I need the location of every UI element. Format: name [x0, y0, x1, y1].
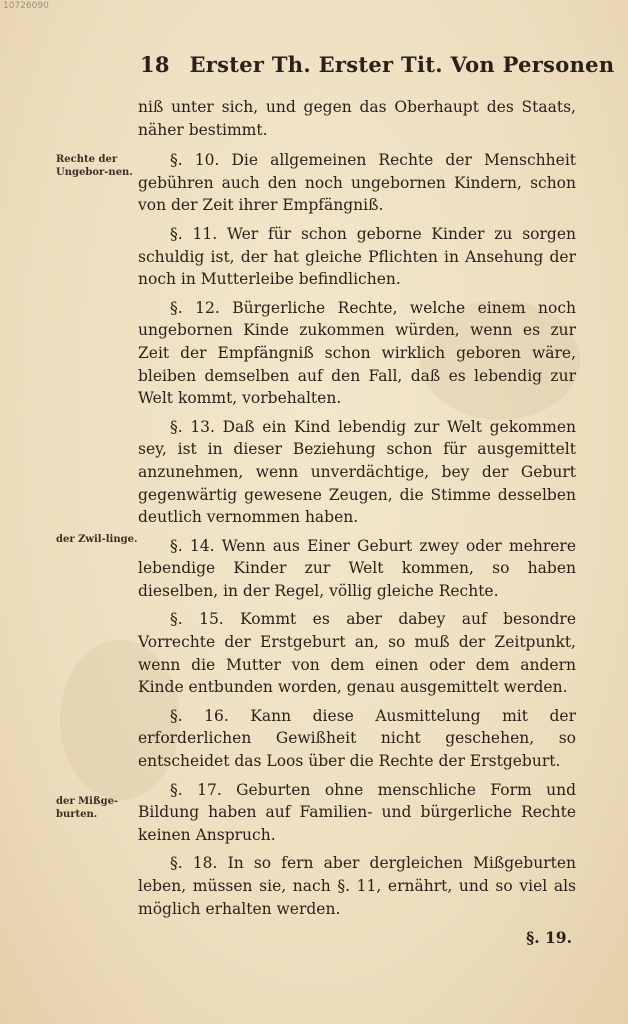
paragraph-continuation: niß unter sich, und gegen das Oberhaupt des Staats, näher bestimmt. — [138, 98, 576, 139]
paragraph-s17: §. 17. Geburten ohne menschliche Form und Bildung haben auf Familien- und bürgerliche Rechte keinen Anspruch. — [138, 780, 576, 844]
paragraph-s10: §. 10. Die allgemeinen Rechte der Menschheit gebühren auch den noch ungebornen Kindern, schon von der Zeit ihrer Empfängniß. — [138, 151, 576, 215]
page-number: 18 — [140, 52, 170, 77]
paragraph-s13: §. 13. Daß ein Kind lebendig zur Welt gekommen sey, ist in dieser Beziehung schon für ausgemittelt anzunehmen, wenn unverdächtige, bey der Geburt gegenwärtig gewesene Zeugen, die Stimme desselben deutlich vernommen haben. — [138, 417, 576, 527]
paragraph-s15: §. 15. Kommt es aber dabey auf besondre Vorrechte der Erstgeburt an, so muß der Zeitpunkt, wenn die Mutter von dem einen oder dem andern Kinde entbunden worden, genau ausgemittelt werden. — [138, 610, 576, 697]
paragraph-s16: §. 16. Kann diese Ausmittelung mit der erforderlichen Gewißheit nicht geschehen, so entscheidet das Loos über die Rechte der Erstgeburt. — [138, 706, 576, 771]
paragraph-s18: §. 18. In so fern aber dergleichen Mißgeburten leben, müssen sie, nach §. 11, ernährt, und so viel als möglich erhalten werden. — [138, 854, 576, 918]
body-text — [138, 96, 576, 926]
paragraph-s14: §. 14. Wenn aus Einer Geburt zwey oder mehrere lebendige Kinder zur Welt kommen, so haben dieselben, in der Regel, völlig gleiche Rechte. — [138, 536, 576, 600]
margin-note-unborn: Rechte der Ungebor-nen. — [56, 154, 133, 178]
running-header — [140, 52, 615, 77]
running-title: Erster Th. Erster Tit. Von Personen — [189, 52, 615, 77]
paragraph-s12: §. 12. Bürgerliche Rechte, welche einem noch ungebornen Kinde zukommen würden, wenn es zur Zeit der Empfängniß schon wirklich geboren wäre, bleiben demselben auf den Fall, daß es lebendig zur Welt kommt, vorbehalten. — [138, 298, 576, 408]
library-id: 10726090 — [3, 1, 49, 11]
catchword: §. 19. — [526, 928, 572, 947]
margin-note-twins: der Zwil-linge. — [56, 534, 138, 545]
paragraph-s11: §. 11. Wer für schon geborne Kinder zu sorgen schuldig ist, der hat gleiche Pflichten in Ansehung der noch in Mutterleibe befindlichen. — [138, 224, 576, 289]
margin-note-malformed: der Mißge-burten. — [56, 796, 119, 820]
